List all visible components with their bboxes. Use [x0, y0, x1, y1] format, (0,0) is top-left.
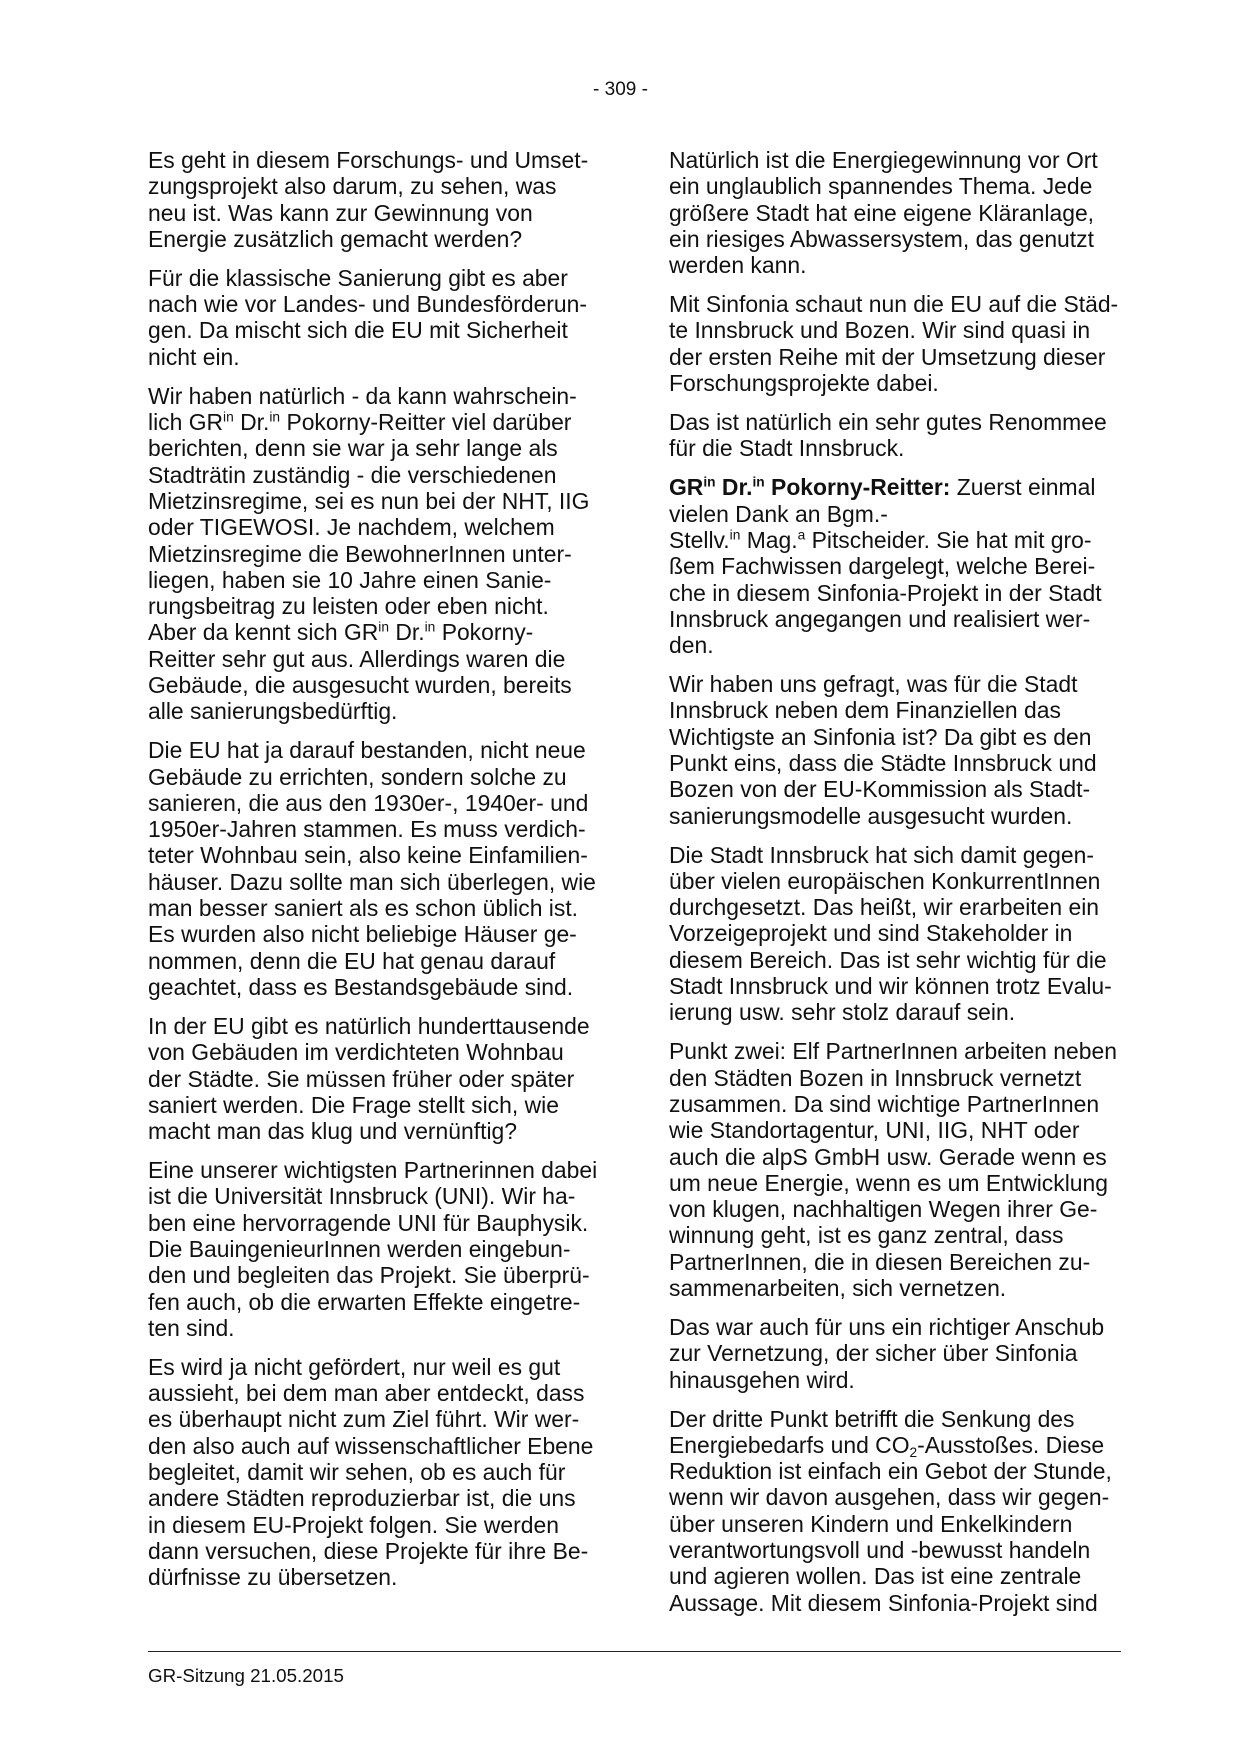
text-line: verantwortungsvoll und -bewusst handeln: [669, 1537, 1091, 1564]
text-line: Gebäude, die ausgesucht wurden, bereits: [148, 672, 572, 699]
text-line: Stadträtin zuständig - die verschiedenen: [148, 461, 557, 488]
text-line: ein riesiges Abwassersystem, das genutzt: [669, 225, 1094, 252]
text-line: Bozen von der EU-Kommission als Stadt-: [669, 776, 1091, 803]
paragraph: [148, 1354, 618, 1591]
text-line: ierung usw. sehr stolz darauf sein.: [669, 999, 1016, 1026]
text-line: Das ist natürlich ein sehr gutes Renommee: [669, 409, 1107, 436]
text-line: ist die Universität Innsbruck (UNI). Wir ha-: [148, 1183, 576, 1210]
subscript: 2: [909, 1444, 918, 1460]
footer-rule: [148, 1651, 1121, 1652]
text-run: Dr.: [389, 619, 425, 646]
paragraph: [148, 1157, 618, 1341]
text-line: durchgesetzt. Das heißt, wir erarbeiten ein: [669, 894, 1100, 921]
text-line: für die Stadt Innsbruck.: [669, 435, 905, 462]
text-line: Punkt zwei: Elf PartnerInnen arbeiten neben: [669, 1038, 1117, 1065]
text-run: Mag.: [740, 526, 798, 553]
text-line: hinausgehen wird.: [669, 1366, 855, 1393]
text-run: Pitscheider. Sie hat mit gro-: [805, 526, 1092, 553]
text-line: teter Wohnbau sein, also keine Einfamilien-: [148, 842, 588, 869]
text-line: berichten, denn sie war ja sehr lange als: [148, 435, 558, 462]
speaker-name: Dr.: [715, 474, 753, 501]
text-line: Es wird ja nicht gefördert, nur weil es gut: [148, 1353, 561, 1380]
text-line: man besser saniert als es schon üblich ist.: [148, 895, 579, 922]
speaker-superscript: in: [752, 474, 765, 490]
text-line: den.: [669, 632, 714, 659]
text-line: werden kann.: [669, 252, 807, 279]
text-line: über vielen europäischen KonkurrentInnen: [669, 867, 1101, 894]
paragraph: [148, 147, 618, 252]
superscript: in: [223, 409, 234, 425]
text-line: dürfnisse zu übersetzen.: [148, 1564, 398, 1591]
text-run: Aber da kennt sich GR: [148, 619, 379, 646]
text-run: Pokorny-: [435, 619, 534, 646]
text-line: Es wurden also nicht beliebige Häuser ge-: [148, 921, 577, 948]
speaker-name: Pokorny-Reitter:: [764, 474, 951, 501]
text-line: Vorzeigeprojekt und sind Stakeholder in: [669, 920, 1073, 947]
text-line: Reduktion ist einfach ein Gebot der Stunde,: [669, 1458, 1112, 1485]
superscript: in: [729, 527, 741, 543]
text-line: [669, 474, 1139, 500]
text-line: zungsprojekt also darum, zu sehen, was: [148, 173, 557, 200]
paragraph: [148, 1013, 618, 1144]
text-line: den Städten Bozen in Innsbruck vernetzt: [669, 1064, 1082, 1091]
text-line: Das war auch für uns ein richtiger Anschub: [669, 1313, 1105, 1340]
text-line: Aussage. Mit diesem Sinfonia-Projekt sind: [669, 1589, 1098, 1616]
speaker-superscript: in: [703, 474, 716, 490]
text-line: liegen, haben sie 10 Jahre einen Sanie-: [148, 566, 552, 593]
superscript: a: [797, 527, 806, 543]
text-line: in diesem EU-Projekt folgen. Sie werden: [148, 1511, 559, 1538]
text-line: nach wie vor Landes- und Bundesförderun-: [148, 291, 588, 318]
text-run: -Ausstoßes. Diese: [917, 1431, 1105, 1458]
text-line: diesem Bereich. Das ist sehr wichtig für die: [669, 946, 1107, 973]
text-line: Wir haben natürlich - da kann wahrschein-: [148, 382, 577, 409]
text-line: und agieren wollen. Das ist eine zentrale: [669, 1563, 1082, 1590]
paragraph: [669, 1038, 1139, 1301]
text-line: Wir haben uns gefragt, was für die Stadt: [669, 671, 1078, 698]
paragraph: [669, 409, 1139, 462]
text-line: te Innsbruck und Bozen. Wir sind quasi in: [669, 317, 1091, 344]
text-line: es überhaupt nicht zum Ziel führt. Wir wer-: [148, 1406, 580, 1433]
text-line: [148, 619, 618, 645]
paragraph: [669, 1314, 1139, 1393]
text-line: Für die klassische Sanierung gibt es aber: [148, 264, 568, 291]
text-line: sammenarbeiten, sich vernetzen.: [669, 1275, 1007, 1301]
text-line: Die BauingenieurInnen werden eingebun-: [148, 1236, 571, 1263]
text-line: zusammen. Da sind wichtige PartnerInnen: [669, 1090, 1100, 1117]
text-line: der Städte. Sie müssen früher oder später: [148, 1065, 575, 1092]
paragraph: [669, 474, 1139, 658]
text-line: Punkt eins, dass die Städte Innsbruck und: [669, 749, 1097, 776]
text-line: den und begleiten das Projekt. Sie überprü-: [148, 1262, 590, 1289]
paragraph: [669, 1406, 1139, 1616]
text-line: ein unglaublich spannendes Thema. Jede: [669, 173, 1093, 200]
text-line: aussieht, bei dem man aber entdeckt, dass: [148, 1380, 585, 1407]
text-line: wie Standortagentur, UNI, IIG, NHT oder: [669, 1117, 1080, 1144]
text-line: PartnerInnen, die in diesen Bereichen zu-: [669, 1248, 1091, 1275]
text-line: geachtet, dass es Bestandsgebäude sind.: [148, 973, 574, 1000]
text-line: winnung geht, ist es ganz zentral, dass: [669, 1222, 1064, 1249]
text-line: Reitter sehr gut aus. Allerdings waren die: [148, 645, 566, 672]
text-line: andere Städten reproduzierbar ist, die uns: [148, 1485, 576, 1512]
text-line: Energie zusätzlich gemacht werden?: [148, 225, 523, 252]
text-line: saniert werden. Die Frage stellt sich, wie: [148, 1091, 559, 1118]
paragraph: [148, 383, 618, 725]
superscript: in: [378, 619, 389, 635]
text-line: begleitet, damit wir sehen, ob es auch für: [148, 1459, 566, 1486]
text-line: nicht ein.: [148, 343, 240, 370]
paragraph: [669, 291, 1139, 396]
paragraph: [148, 737, 618, 1000]
superscript: in: [269, 409, 281, 425]
text-line: Stadt Innsbruck und wir können trotz Evalu-: [669, 973, 1112, 1000]
text-line: über unseren Kindern und Enkelkindern: [669, 1510, 1073, 1537]
text-line: macht man das klug und vernünftig?: [148, 1118, 518, 1145]
text-line: sanieren, die aus den 1930er-, 1940er- und: [148, 789, 589, 816]
paragraph: [148, 265, 618, 370]
right-column: [669, 147, 1139, 1629]
text-line: auch die alpS GmbH usw. Gerade wenn es: [669, 1143, 1107, 1170]
paragraph: [669, 842, 1139, 1026]
text-line: oder TIGEWOSI. Je nachdem, welchem: [148, 514, 555, 541]
text-run: Dr.: [233, 409, 270, 436]
text-line: gen. Da mischt sich die EU mit Sicherheit: [148, 317, 568, 344]
text-line: von klugen, nachhaltigen Wegen ihrer Ge-: [669, 1196, 1098, 1223]
text-line: In der EU gibt es natürlich hunderttausende: [148, 1012, 590, 1039]
text-line: dann versuchen, diese Projekte für ihre Be-: [148, 1537, 589, 1564]
text-line: [669, 527, 1139, 553]
text-line: Wichtigste an Sinfonia ist? Da gibt es den: [669, 723, 1092, 750]
text-line: Die Stadt Innsbruck hat sich damit gegen-: [669, 841, 1094, 868]
text-line: neu ist. Was kann zur Gewinnung von: [148, 199, 533, 226]
text-line: nommen, denn die EU hat genau darauf: [148, 947, 556, 974]
text-line: den also auch auf wissenschaftlicher Ebene: [148, 1432, 594, 1459]
text-line: häuser. Dazu sollte man sich überlegen, wie: [148, 868, 596, 895]
text-line: Eine unserer wichtigsten Partnerinnen dabei: [148, 1157, 598, 1184]
text-line: [148, 409, 618, 435]
text-line: von Gebäuden im verdichteten Wohnbau: [148, 1039, 564, 1066]
text-run: Energiebedarfs und CO: [669, 1431, 910, 1458]
text-line: Mietzinsregime die BewohnerInnen unter-: [148, 540, 572, 567]
left-column: [148, 147, 618, 1603]
text-line: ben eine hervorragende UNI für Bauphysik.: [148, 1209, 589, 1236]
text-line: sanierungsmodelle ausgesucht wurden.: [669, 802, 1073, 829]
text-line: zur Vernetzung, der sicher über Sinfonia: [669, 1340, 1078, 1367]
text-line: Der dritte Punkt betrifft die Senkung des: [669, 1405, 1075, 1432]
text-line: Innsbruck angegangen und realisiert wer-: [669, 605, 1091, 632]
text-line: Gebäude zu errichten, sondern solche zu: [148, 763, 567, 790]
paragraph: [669, 147, 1139, 278]
text-line: Es geht in diesem Forschungs- und Umset-: [148, 147, 589, 173]
text-line: che in diesem Sinfonia-Projekt in der Stadt: [669, 579, 1102, 606]
text-run: Pokorny-Reitter viel darüber: [280, 409, 572, 436]
text-line: ßem Fachwissen dargelegt, welche Berei-: [669, 553, 1096, 580]
text-line: 1950er-Jahren stammen. Es muss verdich-: [148, 816, 586, 843]
text-line: größere Stadt hat eine eigene Kläranlage,: [669, 199, 1095, 226]
footer-text: GR-Sitzung 21.05.2015: [148, 1665, 344, 1686]
text-line: der ersten Reihe mit der Umsetzung dieser: [669, 343, 1106, 370]
superscript: in: [424, 619, 436, 635]
text-line: rungsbeitrag zu leisten oder eben nicht.: [148, 593, 549, 620]
text-run: Stellv.: [669, 526, 730, 553]
text-line: fen auch, ob die erwarten Effekte eingetre-: [148, 1288, 581, 1315]
text-run: Zuerst einmal: [950, 474, 1096, 501]
paragraph: [669, 671, 1139, 829]
text-line: Mietzinsregime, sei es nun bei der NHT, IIG: [148, 487, 590, 514]
speaker-name: GR: [669, 474, 704, 501]
text-line: ten sind.: [148, 1314, 235, 1341]
text-line: wenn wir davon ausgehen, dass wir gegen-: [669, 1484, 1110, 1511]
text-line: [669, 1432, 1139, 1458]
text-line: alle sanierungsbedürftig.: [148, 698, 398, 725]
text-run: lich GR: [148, 409, 224, 436]
text-line: Natürlich ist die Energiegewinnung vor Ort: [669, 147, 1098, 173]
page-number: - 309 -: [593, 79, 648, 100]
text-line: Die EU hat ja darauf bestanden, nicht neue: [148, 737, 586, 764]
text-line: Forschungsprojekte dabei.: [669, 370, 939, 397]
text-line: vielen Dank an Bgm.-: [669, 500, 888, 527]
text-line: um neue Energie, wenn es um Entwicklung: [669, 1169, 1108, 1196]
text-line: Innsbruck neben dem Finanziellen das: [669, 697, 1061, 724]
text-line: Mit Sinfonia schaut nun die EU auf die Städ-: [669, 291, 1119, 318]
